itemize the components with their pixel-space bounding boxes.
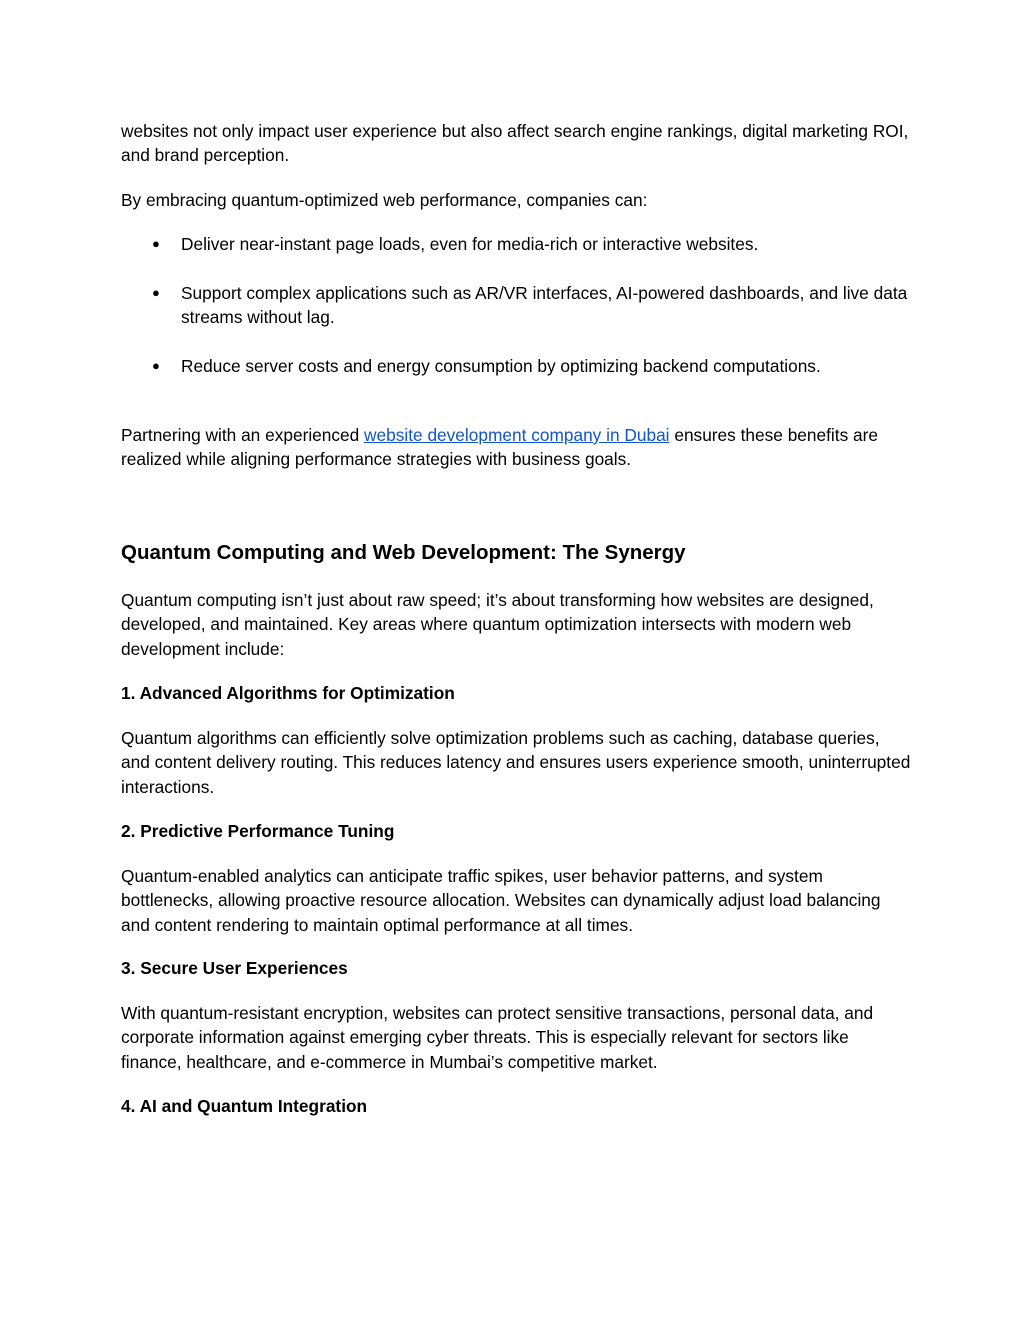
subsection-body: Quantum-enabled analytics can anticipate traffic spikes, user behavior patterns, and system bottlenecks, allowing proactive resource allocation. Websites can dynamically adjust load balancing and content rendering to maintain optimal performance at all times. — [121, 866, 881, 935]
subsection-body: Quantum algorithms can efficiently solve optimization problems such as caching, database queries, and content delivery routing. This reduces latency and ensures users experience smooth, uninterrupted interactions. — [121, 728, 911, 797]
bullet-icon: ● — [152, 358, 160, 373]
bullet-text: Support complex applications such as AR/VR interfaces, AI-powered dashboards, and live data streams without lag. — [181, 283, 908, 328]
bullet-icon: ● — [152, 236, 160, 251]
subsection-heading: 1. Advanced Algorithms for Optimization — [121, 683, 455, 703]
subsection-body: With quantum-resistant encryption, websites can protect sensitive transactions, personal data, and corporate information against emerging cyber threats. This is especially relevant for sectors like finance, healthcare, and e-commerce in Mumbai’s competitive market. — [121, 1003, 874, 1072]
bullet-item — [152, 232, 912, 256]
bullet-text: Deliver near-instant page loads, even for media-rich or interactive websites. — [181, 234, 759, 254]
bullet-text: Reduce server costs and energy consumption by optimizing backend computations. — [181, 356, 821, 376]
bullet-icon: ● — [152, 285, 160, 300]
partner-text-before: Partnering with an experienced — [121, 425, 365, 445]
website-development-link[interactable]: website development company in Dubai — [364, 425, 670, 445]
section-heading: Quantum Computing and Web Development: The Synergy — [121, 541, 686, 564]
subsection-heading: 2. Predictive Performance Tuning — [121, 821, 395, 841]
subsection-heading: 3. Secure User Experiences — [121, 958, 348, 978]
lead-in-paragraph: By embracing quantum-optimized web performance, companies can: — [121, 190, 648, 210]
subsection-heading: 4. AI and Quantum Integration — [121, 1096, 368, 1116]
bullet-item — [152, 281, 912, 330]
bullet-item — [152, 354, 912, 378]
section-intro: Quantum computing isn’t just about raw speed; it’s about transforming how websites are designed, developed, and maintained. Key areas where quantum optimization intersects with modern web development include: — [121, 590, 874, 659]
partner-paragraph — [121, 423, 911, 472]
partner-text-after: ensures these benefits are realized while aligning performance strategies with business goals. — [121, 425, 878, 470]
intro-paragraph: websites not only impact user experience but also affect search engine rankings, digital marketing ROI, and brand perception. — [121, 121, 909, 166]
